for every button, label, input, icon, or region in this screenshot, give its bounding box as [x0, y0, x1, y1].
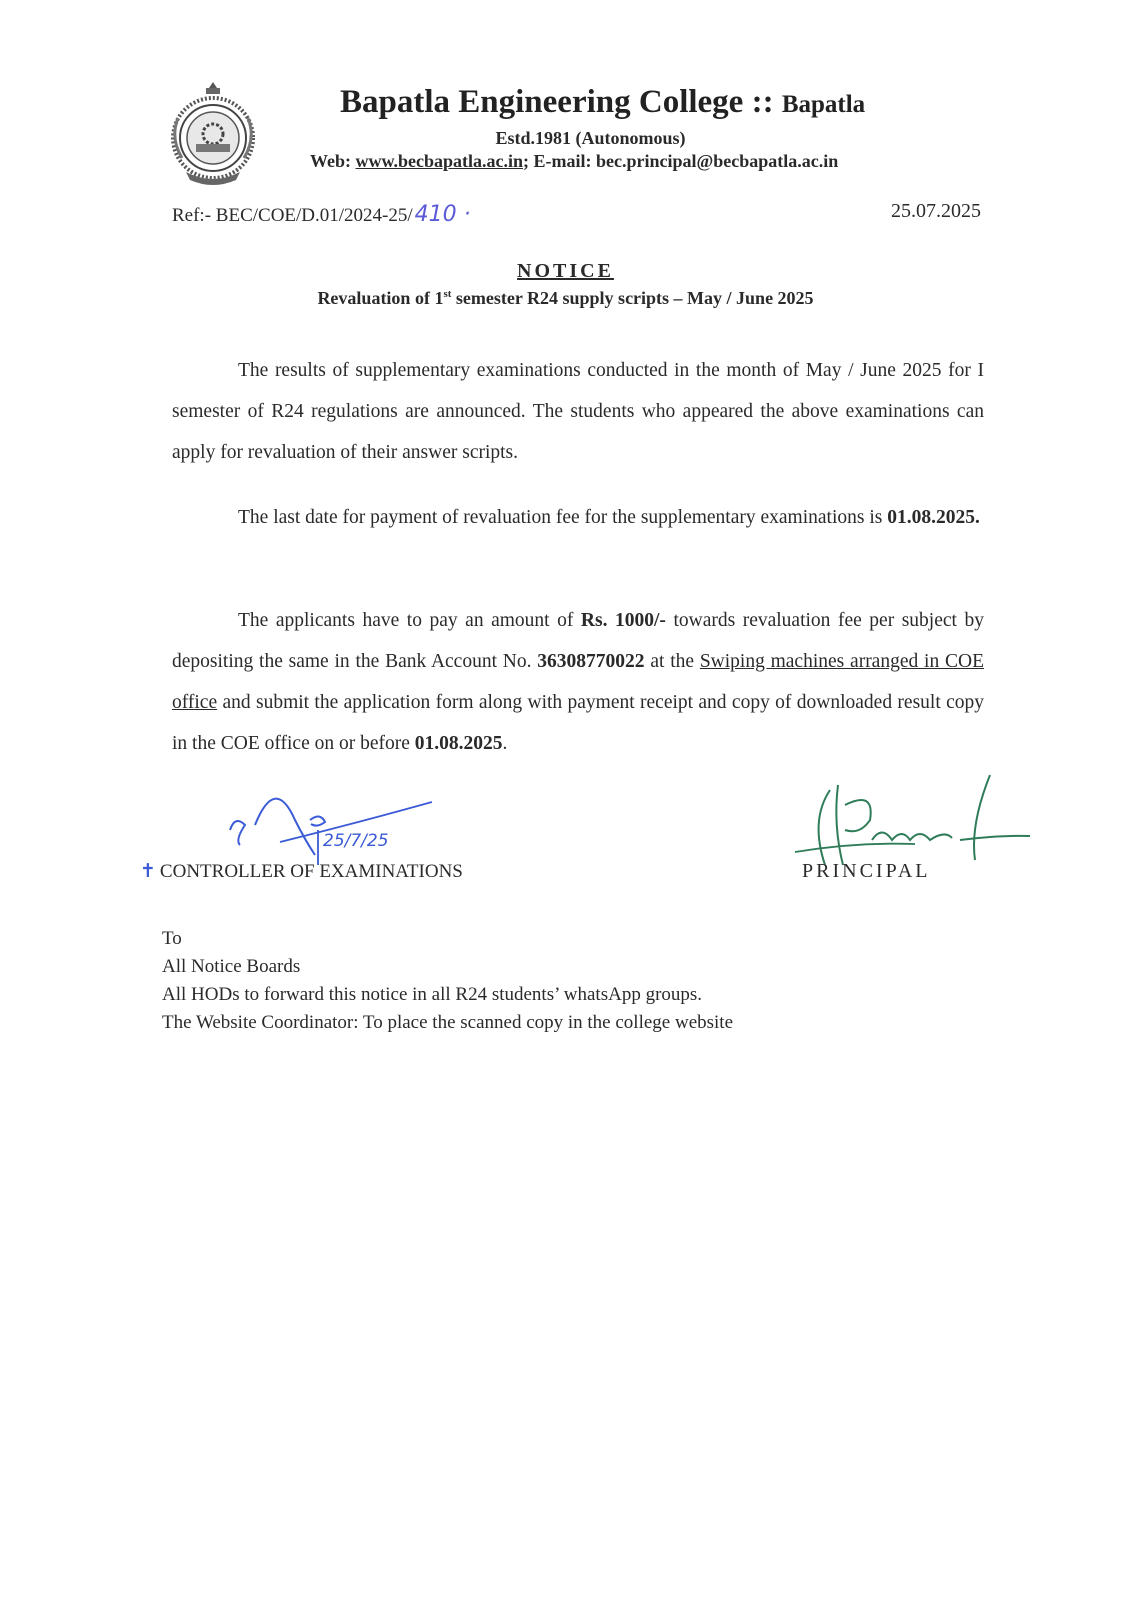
notice-subject: Revaluation of 1st semester R24 supply scripts – May / June 2025	[317, 288, 814, 308]
college-contact: Web: www.becbapatla.ac.in; E-mail: bec.principal@becbapatla.ac.in	[310, 151, 839, 171]
college-estd: Estd.1981 (Autonomous)	[495, 128, 686, 148]
distribution-item: All HODs to forward this notice in all R24 students’ whatsApp groups.	[162, 984, 703, 1005]
cross-mark-icon: ✝	[140, 860, 156, 882]
website-link[interactable]: www.becbapatla.ac.in	[355, 151, 524, 171]
to-label: To	[162, 928, 182, 949]
college-name: Bapatla Engineering College :: Bapatla	[340, 84, 866, 120]
handwritten-ref-number: 410 ·	[414, 202, 471, 227]
distribution-item: The Website Coordinator: To place the scanned copy in the college website	[162, 1012, 734, 1033]
distribution-item: All Notice Boards	[162, 956, 301, 977]
paragraph-results: The results of supplementary examinations conducted in the month of May / June 2025 for I semester of R24 regulations are announced. The students who appeared the above examinations can apply for revaluation of their answer scripts.	[172, 360, 984, 463]
email-address[interactable]: bec.principal@becbapatla.ac.in	[596, 151, 839, 171]
distribution-list	[162, 925, 733, 1037]
paragraph-last-date: The last date for payment of revaluation fee for the supplementary examinations is 01.08.2025.	[238, 507, 980, 528]
principal-title: PRINCIPAL	[802, 860, 931, 882]
paragraph-payment: The applicants have to pay an amount of Rs. 1000/- towards revaluation fee per subject by depositing the same in the Bank Account No. 36308770022 at the Swiping machines arranged in COE office and submit the application form along with payment receipt and copy of downloaded result copy in the COE office on or before 01.08.2025.	[172, 610, 984, 754]
notice-date: 25.07.2025	[891, 200, 981, 222]
coe-title: ✝ CONTROLLER OF EXAMINATIONS	[140, 860, 463, 882]
coe-signature-date: 25/7/25	[323, 831, 389, 851]
reference-number: Ref:- BEC/COE/D.01/2024-25/410 ·	[172, 202, 471, 227]
notice-heading: NOTICE	[517, 260, 614, 282]
